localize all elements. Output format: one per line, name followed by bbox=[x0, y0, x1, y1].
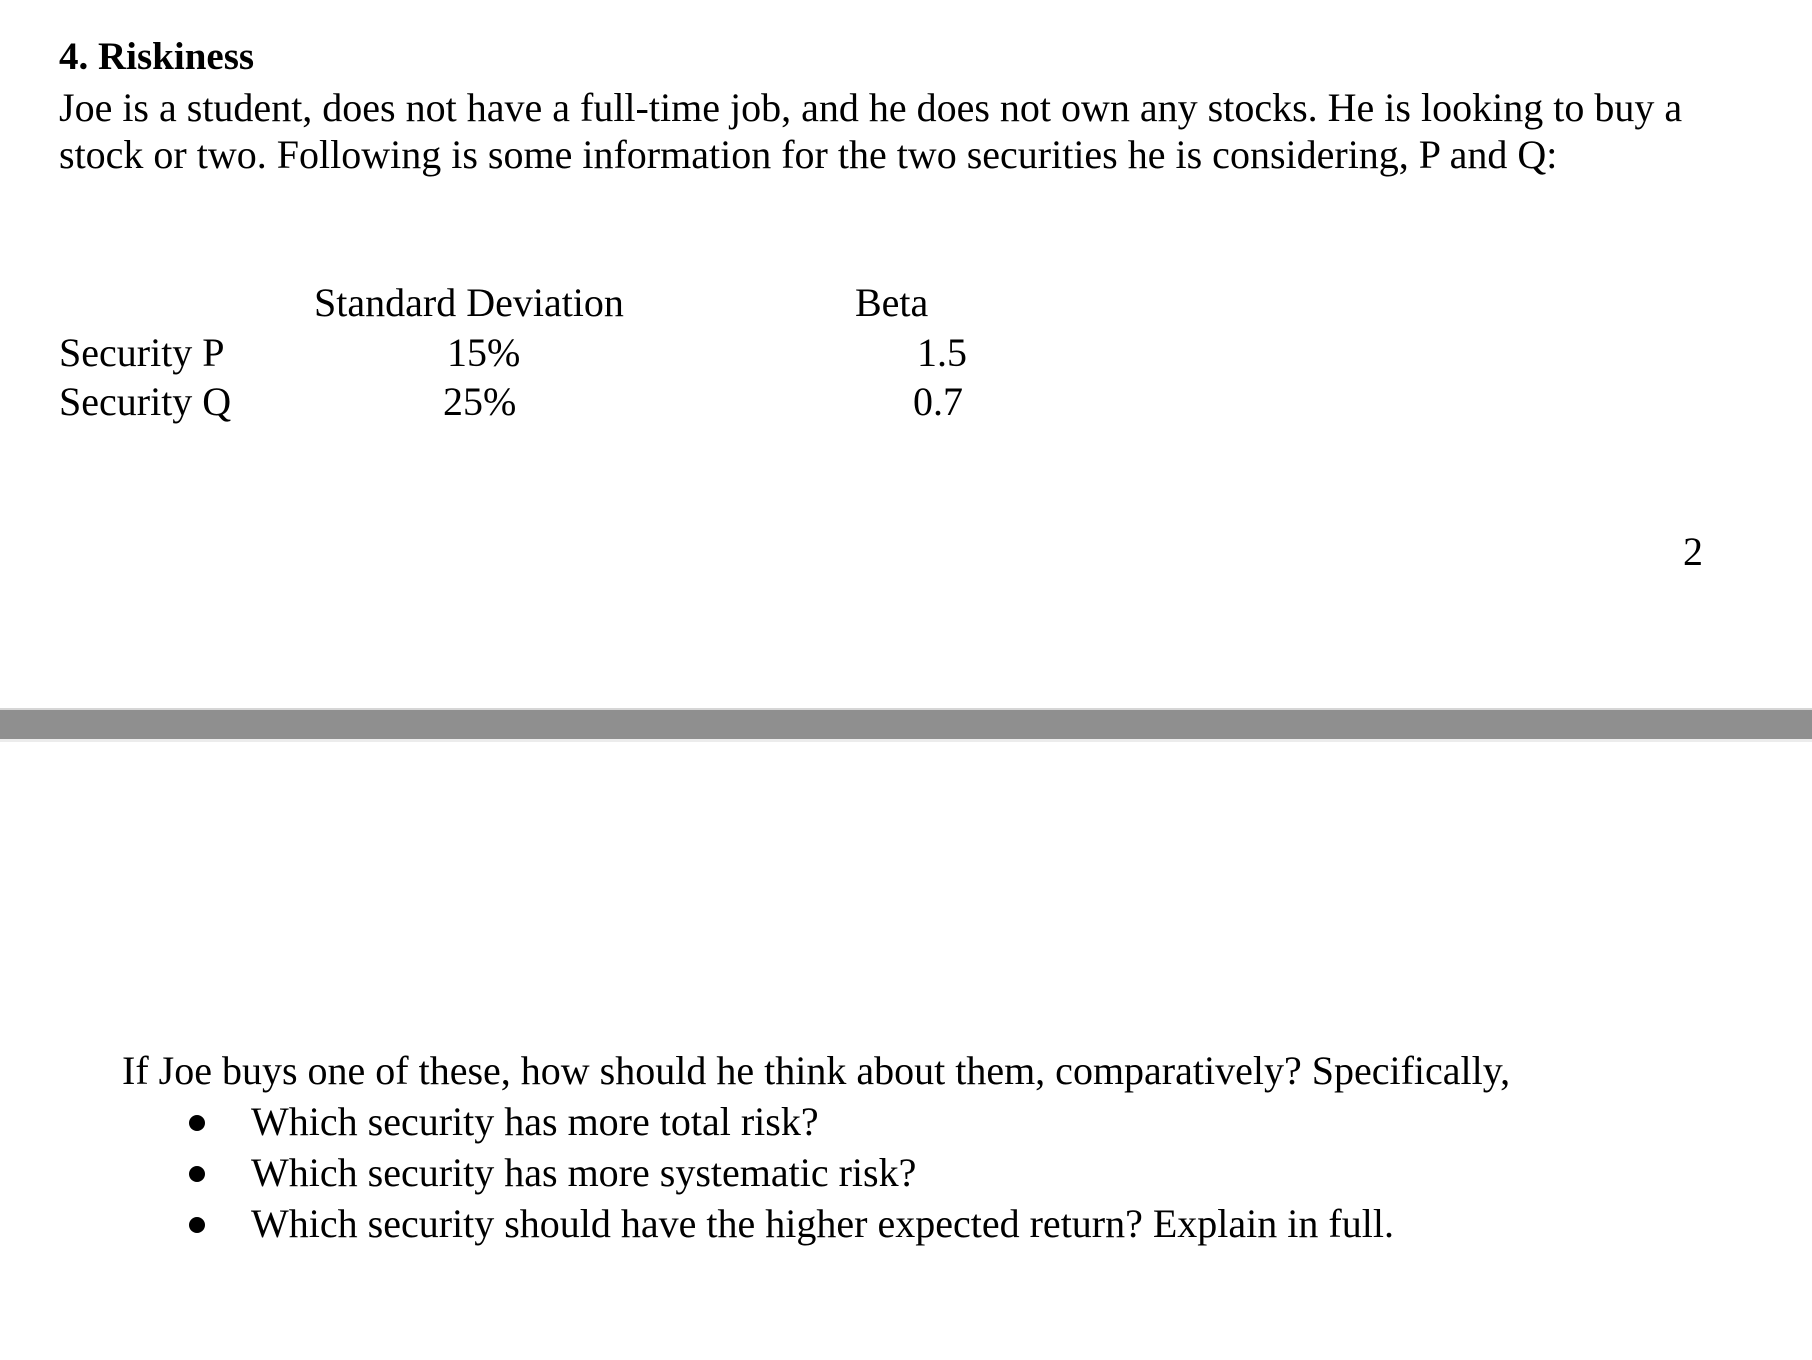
bullet-text: Which security has more total risk? bbox=[251, 1099, 819, 1144]
question-lead: If Joe buys one of these, how should he think about them, comparatively? Specifically, bbox=[122, 1048, 1511, 1093]
std-dev-security-q: 25% bbox=[443, 379, 517, 424]
bullet-icon bbox=[189, 1115, 205, 1131]
column-header-beta: Beta bbox=[855, 280, 929, 325]
bullet-text: Which security has more systematic risk? bbox=[251, 1150, 917, 1195]
bullet-icon bbox=[189, 1217, 205, 1233]
beta-security-q: 0.7 bbox=[913, 379, 963, 424]
row-label-security-q: Security Q bbox=[59, 379, 232, 424]
intro-paragraph: Joe is a student, does not have a full-time job, and he does not own any stocks. He is looking to buy a stock or two. Following is some information for the two securities he is considering, P and Q: bbox=[59, 85, 1683, 177]
section-heading: 4. Riskiness bbox=[59, 35, 255, 78]
page-separator bbox=[0, 708, 1812, 742]
column-header-std-dev: Standard Deviation bbox=[314, 280, 624, 325]
row-label-security-p: Security P bbox=[59, 330, 225, 375]
beta-security-p: 1.5 bbox=[917, 330, 967, 375]
page-number: 2 bbox=[1683, 529, 1703, 574]
std-dev-security-p: 15% bbox=[447, 330, 521, 375]
bullet-icon bbox=[189, 1166, 205, 1182]
bullet-text: Which security should have the higher expected return? Explain in full. bbox=[251, 1201, 1394, 1246]
